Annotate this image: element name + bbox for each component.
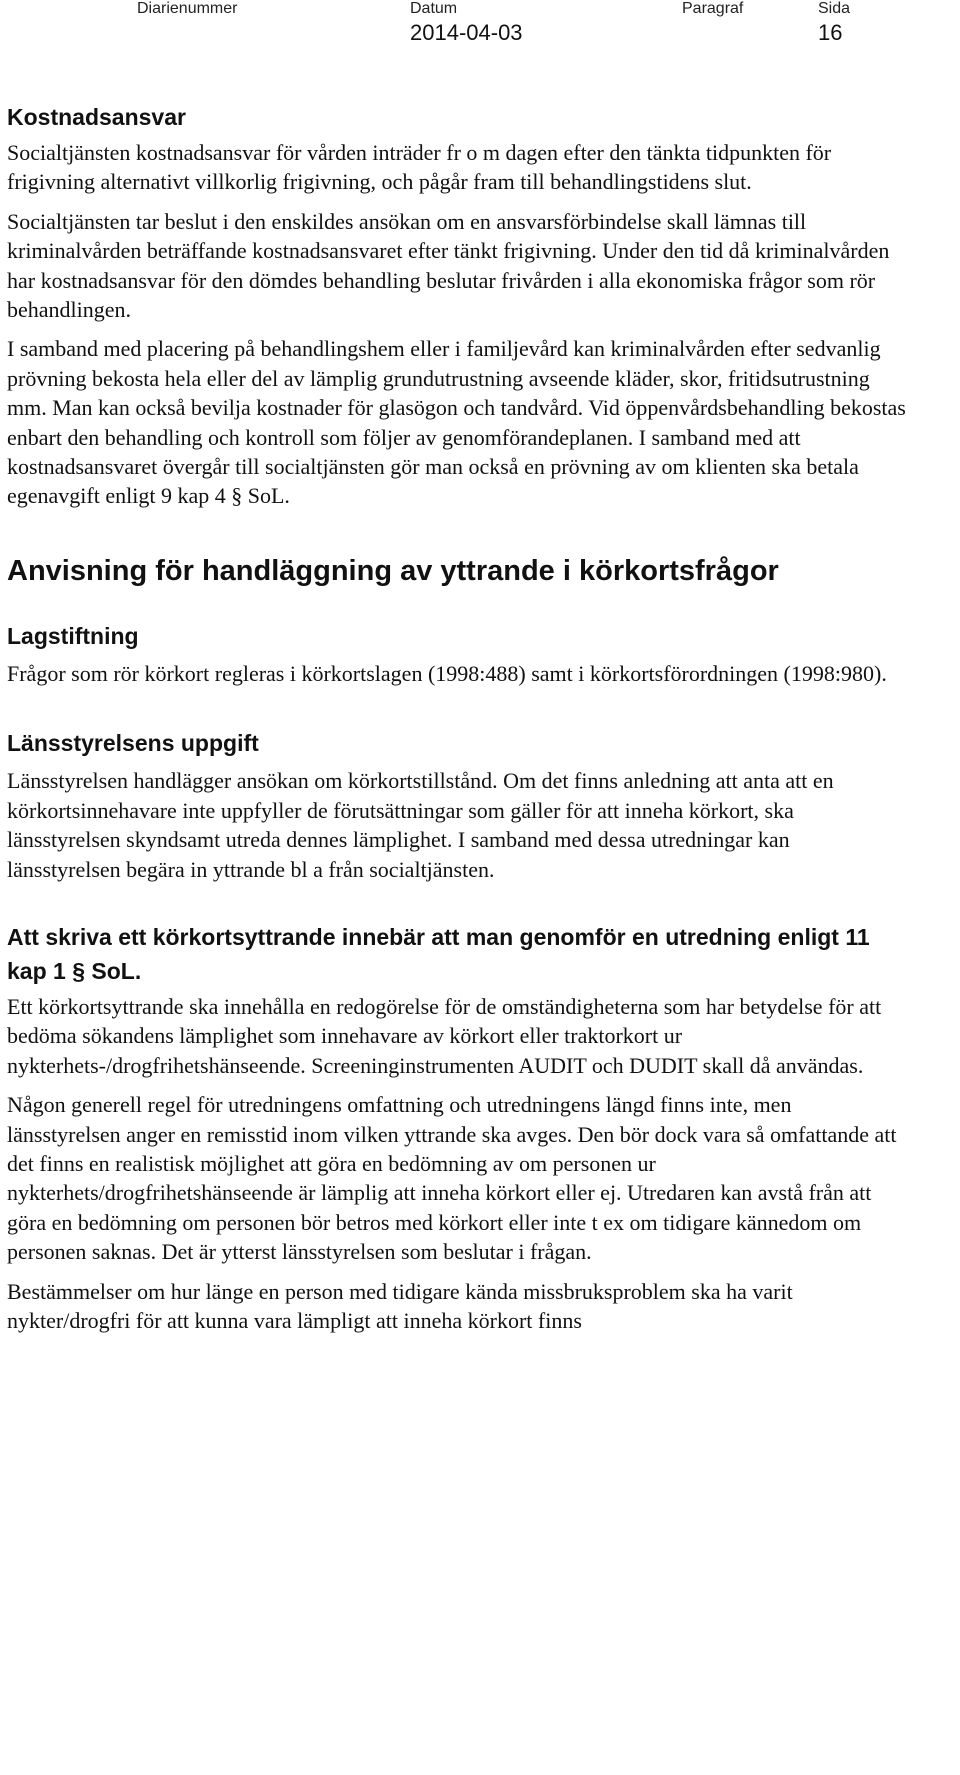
- section-att-skriva: [7, 920, 907, 1335]
- paragraph: I samband med placering på behandlingshem eller i familjevård kan kriminalvården efter sedvanlig prövning bekosta hela eller del av lämplig grundutrustning avseende kläder, skor, fritidsutrustning mm. Man kan också bevilja kostnader för glasögon och tandvård. Vid öppenvårdsbehandling bekostas enbart den behandling och kontroll som följer av genomförandeplanen. I samband med att kostnadsansvaret övergår till socialtjänsten gör man också en prövning av om klienten ska betala egenavgift enligt 9 kap 4 § SoL.: [7, 336, 906, 509]
- section-kostnadsansvar: [7, 100, 907, 511]
- paragraph: Bestämmelser om hur länge en person med tidigare kända missbruksproblem ska ha varit nykter/drogfri för att kunna vara lämpligt att inneha körkort finns: [7, 1278, 793, 1333]
- paragraf-label: Paragraf: [682, 0, 744, 17]
- paragraph: Socialtjänsten kostnadsansvar för vården inträder fr o m dagen efter den tänkta tidpunkten för frigivning alternativt villkorlig frigivning, och pågår fram till behandlingstidens slut.: [7, 140, 832, 195]
- document-body: [7, 100, 907, 1335]
- datum-label: Datum: [410, 0, 458, 17]
- datum-value: 2014-04-03: [410, 20, 523, 45]
- section-heading: Att skriva ett körkortsyttrande innebär att man genomför en utredning enligt 11 kap 1 § SoL.: [7, 923, 870, 984]
- paragraph: Länsstyrelsen handlägger ansökan om körkortstillstånd. Om det finns anledning att anta att en körkortsinnehavare inte uppfyller de förutsättningar som gäller för att inneha körkort, ska länsstyrelsen skyndsamt utreda dennes lämplighet. I samband med dessa utredningar kan länsstyrelsen begära in yttrande bl a från socialtjänsten.: [7, 768, 834, 882]
- paragraph: Socialtjänsten tar beslut i den enskildes ansökan om en ansvarsförbindelse skall lämnas till kriminalvården beträffande kostnadsansvaret efter tänkt frigivning. Under den tid då kriminalvården har kostnadsansvar för den dömdes behandling beslutar frivården i alla ekonomiska frågor som rör behandlingen.: [7, 208, 890, 323]
- paragraph: Ett körkortsyttrande ska innehålla en redogörelse för de omständigheterna som har betydelse för att bedöma sökandens lämplighet som innehavare av körkort eller traktorkort ur nykterhets-/drogfrihetshänseende. Screeninginstrumenten AUDIT och DUDIT skall då användas.: [7, 993, 882, 1078]
- diarienummer-label: Diarienummer: [137, 0, 238, 17]
- main-heading: Anvisning för handläggning av yttrande i körkortsfrågor: [7, 554, 779, 587]
- paragraph: Någon generell regel för utredningens omfattning och utredningens längd finns inte, men länsstyrelsen anger en remisstid inom vilken yttrande ska avges. Den bör dock vara så omfattande att det finns en realistisk möjlighet att göra en bedömning av om personen ur nykterhets/drogfrihetshänseende är lämplig att inneha körkort eller ej. Utredaren kan avstå från att göra en bedömning om personen bör betros med körkort eller inte t ex om tidigare kännedom om personen saknas. Det är ytterst länsstyrelsen som beslutar i frågan.: [7, 1092, 897, 1265]
- sida-value: 16: [818, 20, 843, 45]
- section-lansstyrelsen: [7, 726, 907, 884]
- section-lagstiftning: [7, 619, 907, 688]
- sida-label: Sida: [818, 0, 851, 17]
- paragraph: Frågor som rör körkort regleras i körkortslagen (1998:488) samt i körkortsförordningen (1998:980).: [7, 660, 887, 686]
- section-heading: Länsstyrelsens uppgift: [7, 730, 259, 757]
- section-heading: Lagstiftning: [7, 622, 139, 649]
- section-heading: Kostnadsansvar: [7, 104, 186, 130]
